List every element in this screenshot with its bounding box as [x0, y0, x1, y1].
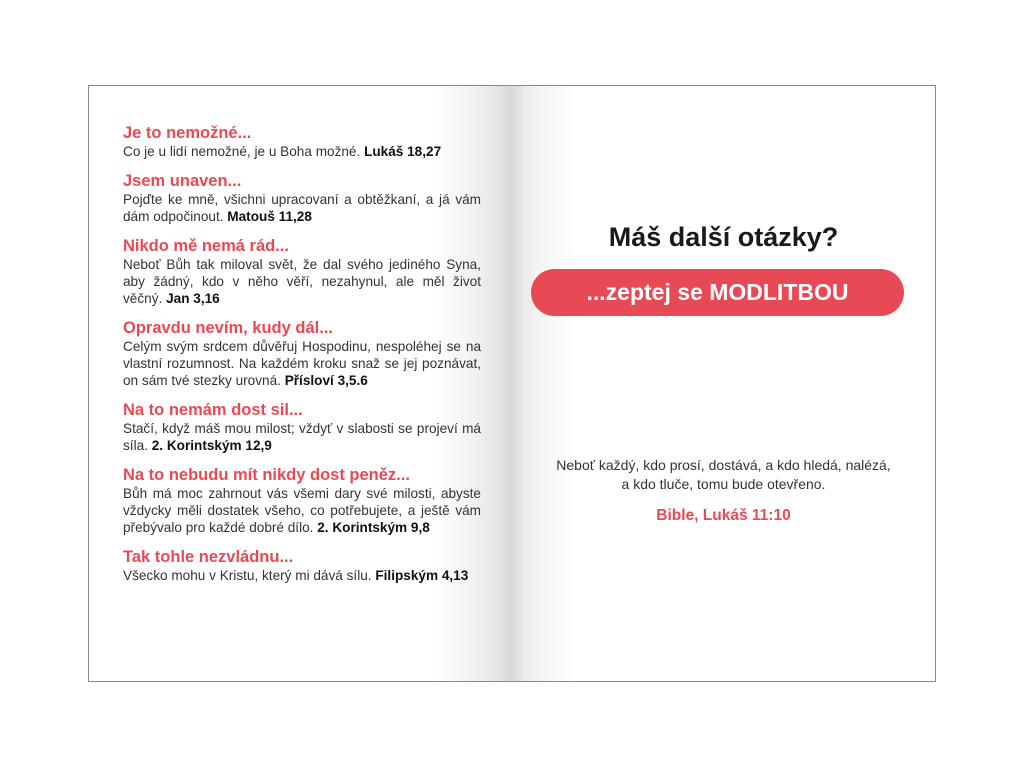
entry: [123, 400, 481, 454]
question-heading: Máš další otázky?: [608, 222, 839, 252]
entry-title: Jsem unaven...: [123, 172, 242, 190]
entry-text: [123, 256, 481, 307]
entry: [123, 123, 481, 160]
entry-verse: Co je u lidí nemožné, je u Boha možné.: [123, 144, 361, 159]
entry-title: Nikdo mě nemá rád...: [123, 237, 289, 255]
left-page: [89, 86, 512, 681]
entry-text: [123, 420, 481, 454]
entry-text: [123, 191, 481, 225]
entry-reference: Lukáš 18,27: [364, 144, 442, 159]
entry-text: [123, 143, 481, 160]
entry-verse: Celým svým srdcem důvěřuj Hospodinu, nespoléhej se na vlastní rozumnost. Na každém kroku snaž se jej poznávat, on sám tvé stezky urovná.: [123, 339, 481, 388]
entry-title: Na to nemám dost sil...: [123, 401, 303, 419]
closing-verse-line-1: Neboť každý, kdo prosí, dostává, a kdo hledá, nalézá,: [556, 457, 891, 473]
entry-reference: Filipským 4,13: [375, 568, 469, 583]
entry-verse: Bůh má moc zahrnout vás všemi dary své milosti, abyste vždycky měli dostatek všeho, co potřebujete, a ještě vám přebývalo pro každé dobré dílo.: [123, 486, 481, 535]
entry-verse: Neboť Bůh tak miloval svět, že dal svého jediného Syna, aby žádný, kdo v něho věří, nezahynul, ale měl život věčný.: [123, 257, 481, 306]
entry: [123, 236, 481, 307]
closing-verse: [532, 456, 915, 494]
entry-reference: Matouš 11,28: [227, 209, 312, 224]
entry-text: [123, 567, 481, 584]
closing-verse-line-2: a kdo tluče, tomu bude otevřeno.: [621, 476, 826, 492]
entry: [123, 465, 481, 536]
entry-text: [123, 485, 481, 536]
right-page-content: [512, 86, 935, 681]
entries-list: [123, 123, 481, 595]
entry-title: Je to nemožné...: [123, 124, 252, 142]
entry-title: Opravdu nevím, kudy dál...: [123, 319, 333, 337]
entry: [123, 547, 481, 584]
prayer-banner: ...zeptej se MODLITBOU: [531, 269, 904, 316]
right-page: [512, 86, 935, 681]
entry-text: [123, 338, 481, 389]
entry-reference: Jan 3,16: [166, 291, 220, 306]
closing-verse-reference: Bible, Lukáš 11:10: [656, 507, 791, 524]
entry-verse: Pojďte ke mně, všichni upracovaní a obtěžkaní, a já vám dám odpočinout.: [123, 192, 481, 224]
booklet-spread: [88, 85, 936, 682]
entry-reference: 2. Korintským 12,9: [151, 438, 272, 453]
entry-title: Tak tohle nezvládnu...: [123, 548, 294, 566]
entry-title: Na to nebudu mít nikdy dost peněz...: [123, 466, 410, 484]
entry-reference: Přísloví 3,5.6: [284, 373, 368, 388]
entry-verse: Stačí, když máš mou milost; vždyť v slabosti se projeví má síla.: [123, 421, 481, 453]
entry-verse: Všecko mohu v Kristu, který mi dává sílu.: [123, 568, 372, 583]
entry-reference: 2. Korintským 9,8: [317, 520, 430, 535]
entry: [123, 318, 481, 389]
entry: [123, 171, 481, 225]
